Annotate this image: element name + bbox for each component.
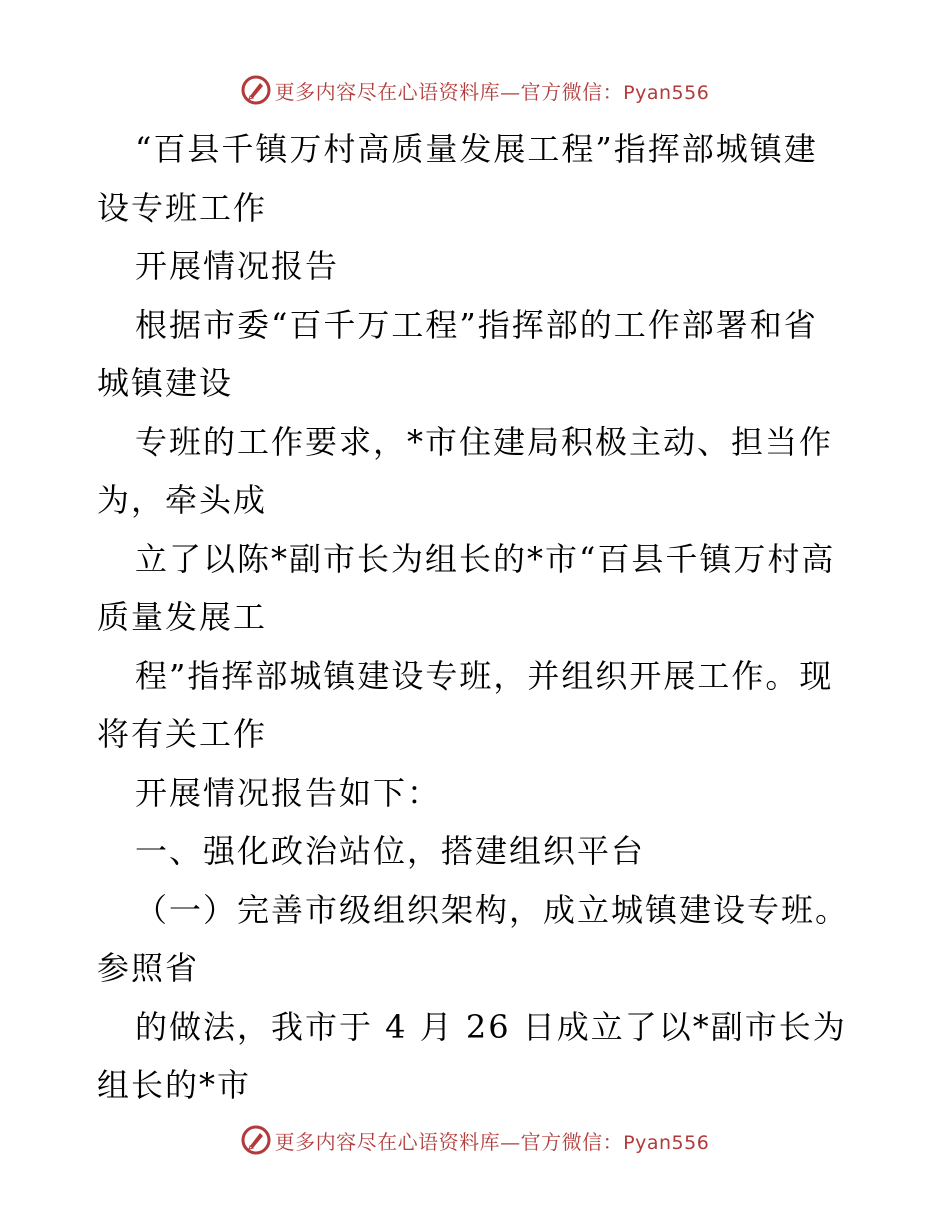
footer-banner-wx-id: Pyan556 (623, 1131, 710, 1154)
body-line: “百县千镇万村高质量发展工程”指挥部城镇建 (135, 130, 818, 168)
body-line: 根据市委“百千万工程”指挥部的工作部署和省 (135, 305, 818, 344)
body-line: 将有关工作 (97, 715, 268, 753)
document-body (97, 120, 857, 1115)
body-line: 质量发展工 (97, 598, 268, 636)
body-line: （一）完善市级组织架构，成立城镇建设专班。 (135, 890, 850, 929)
pen-logo-icon (241, 1125, 271, 1155)
footer-banner-dash: — (500, 1129, 521, 1154)
body-line: 开展情况报告 (135, 247, 340, 285)
header-banner-main: 更多内容尽在心语资料库 (274, 79, 501, 104)
body-line: 组长的*市 (97, 1066, 252, 1104)
body-line: 为，牵头成 (97, 481, 268, 519)
body-line: 立了以陈*副市长为组长的*市“百县千镇万村高 (135, 539, 836, 578)
body-line: 一、强化政治站位，搭建组织平台 (135, 832, 646, 870)
footer-banner-wx-label: 官方微信： (520, 1129, 624, 1154)
body-line: 专班的工作要求，*市住建局积极主动、担当作 (135, 422, 834, 461)
body-line: 设专班工作 (97, 188, 268, 227)
header-banner (0, 70, 950, 110)
header-banner-dash: — (500, 79, 521, 104)
body-line: 城镇建设 (97, 364, 234, 402)
body-line: 开展情况报告如下： (135, 773, 442, 812)
header-banner-wx-id: Pyan556 (623, 81, 710, 104)
body-line: 的做法，我市于 4 月 26 日成立了以*副市长为 (135, 1007, 847, 1046)
footer-banner-text (275, 1126, 710, 1155)
body-line: 程”指挥部城镇建设专班，并组织开展工作。现 (135, 656, 834, 695)
footer-banner-main: 更多内容尽在心语资料库 (274, 1129, 501, 1154)
pen-logo-icon (241, 75, 271, 105)
header-banner-text (275, 76, 710, 105)
header-banner-wx-label: 官方微信： (520, 79, 624, 104)
body-line: 参照省 (97, 949, 200, 987)
footer-banner (0, 1120, 950, 1160)
